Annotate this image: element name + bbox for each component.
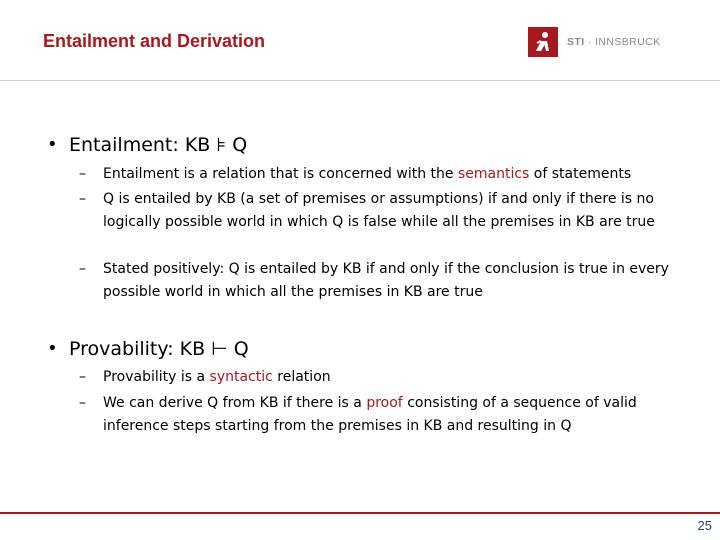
footer-divider [0, 512, 720, 514]
logo-sti: STI [567, 36, 585, 48]
sub-bullet [79, 188, 679, 234]
bullet-dot: • [47, 134, 58, 155]
sub-bullet [79, 258, 679, 304]
sub-bullet [79, 392, 679, 438]
sub-text: We can derive Q from KB if there is a [103, 395, 367, 411]
page-title: Entailment and Derivation [43, 31, 266, 51]
bullet-label: Entailment: KB ⊧ Q [69, 134, 248, 156]
dash: – [79, 166, 86, 182]
logo-separator: · [584, 36, 596, 48]
dash: – [79, 261, 86, 277]
bullet-label: Provability: KB ⊢ Q [69, 338, 249, 360]
sub-text: Stated positively: Q is entailed by KB if and only if the conclusion is true in every possible world in which all the premises in KB are true [103, 261, 669, 300]
sub-bullet [79, 163, 679, 186]
sub-text: Entailment is a relation that is concerned with the [103, 166, 458, 182]
sti-innsbruck-logo [528, 27, 661, 57]
sub-text-after: relation [272, 369, 331, 385]
dash: – [79, 369, 86, 385]
bullet-entailment [47, 134, 247, 156]
highlight-term: syntactic [209, 369, 273, 385]
bullet-dot: • [47, 338, 58, 359]
highlight-term: semantics [457, 166, 530, 182]
highlight-term: proof [366, 395, 403, 411]
dash: – [79, 191, 86, 207]
sub-text-after: of statements [529, 166, 632, 182]
sub-text-after: consisting of a sequence of valid inference steps starting from the premises in KB and resulting in Q [103, 395, 637, 434]
logo-place: INNSBRUCK [595, 36, 661, 48]
bullet-provability [47, 338, 249, 360]
sub-text: Q is entailed by KB (a set of premises or assumptions) if and only if there is no logically possible world in which Q is false while all the premises in KB are true [103, 191, 655, 230]
logo-mark-icon [528, 27, 558, 57]
sub-bullet [79, 366, 679, 389]
logo-text [567, 36, 661, 48]
page-number: 25 [697, 518, 712, 533]
sub-text: Provability is a [103, 369, 210, 385]
dash: – [79, 395, 86, 411]
header-divider [0, 80, 720, 81]
